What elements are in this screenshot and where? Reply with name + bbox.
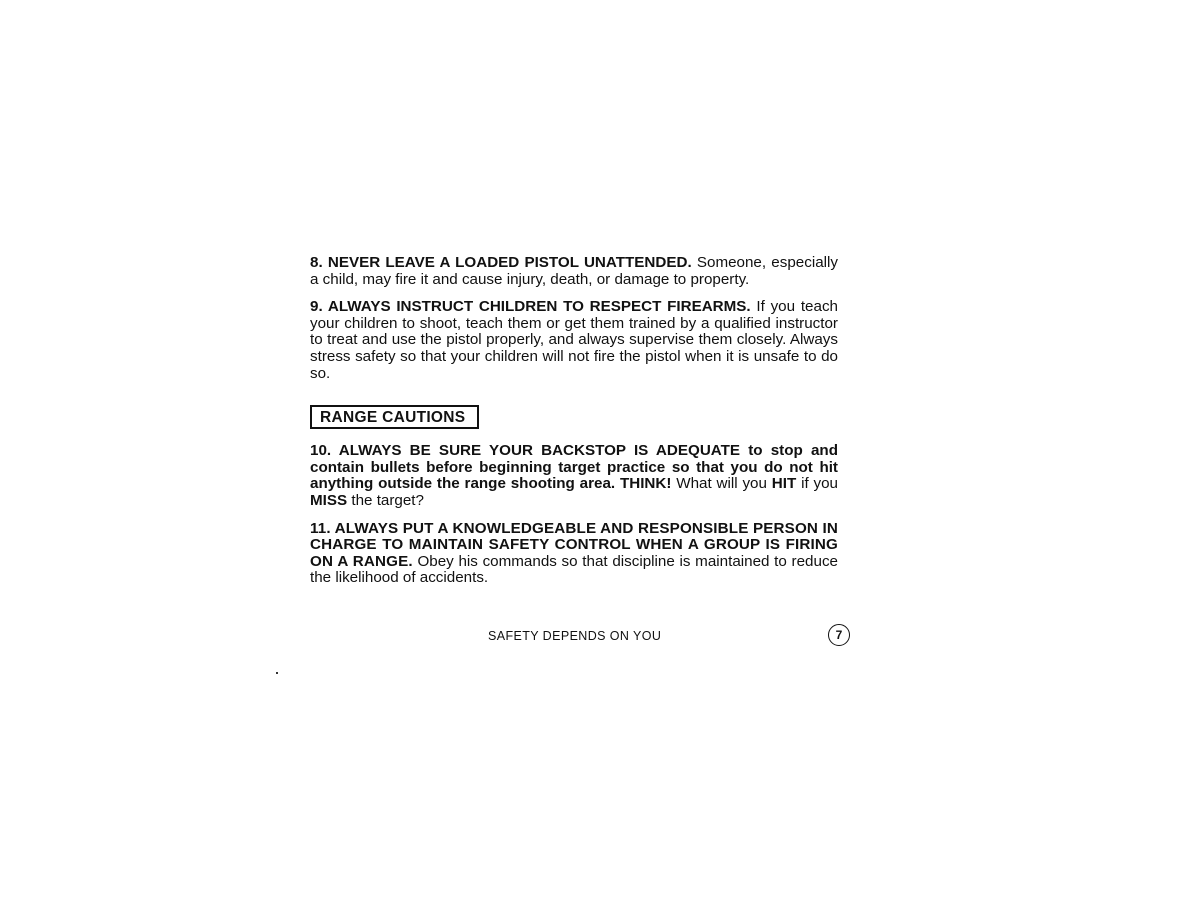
safety-rule-11	[310, 521, 838, 587]
rule-10-text: to stop and contain bullets before beginning target practice so that you do not hit anything outside the range shooting area.	[310, 442, 838, 493]
rule-9-text: If you teach your children to shoot, teach them or get them trained by a qualified instructor to treat and use the pistol properly, and always supervise them closely. Always stress safety so that your children will not fire the pistol when it is unsafe to do so.	[310, 298, 838, 382]
page-footer-text: SAFETY DEPENDS ON YOU	[488, 629, 662, 643]
rule-10-question-start: What will you	[671, 475, 772, 493]
rule-9-heading: 9. ALWAYS INSTRUCT CHILDREN TO RESPECT FIREARMS.	[310, 298, 751, 316]
rule-8-heading: 8. NEVER LEAVE A LOADED PISTOL UNATTENDED.	[310, 254, 692, 271]
safety-rule-8	[310, 255, 838, 288]
rule-10-hit: HIT	[771, 475, 797, 493]
rule-10-if-you: if you	[796, 475, 838, 493]
rule-10-miss: MISS	[310, 491, 348, 509]
safety-rule-10	[310, 443, 838, 509]
scan-speck	[276, 672, 278, 674]
rule-11-heading: 11. ALWAYS PUT A KNOWLEDGEABLE AND RESPONSIBLE PERSON IN CHARGE TO MAINTAIN SAFETY CONTROL WHEN A GROUP IS FIRING ON A RANGE.	[310, 519, 838, 570]
rule-11-text: Obey his commands so that discipline is maintained to reduce the likelihood of accidents.	[310, 552, 838, 587]
safety-rule-9	[310, 299, 838, 382]
manual-page-content	[310, 255, 838, 587]
rule-10-think: THINK!	[619, 475, 672, 493]
rule-10-heading: 10. ALWAYS BE SURE YOUR BACKSTOP IS ADEQUATE	[310, 442, 741, 460]
rule-10-question-end: the target?	[347, 491, 424, 509]
rule-8-text: Someone, especially a child, may fire it and cause injury, death, or damage to property.	[310, 254, 838, 288]
page-number-badge: 7	[828, 624, 850, 646]
range-cautions-heading: RANGE CAUTIONS	[310, 405, 479, 429]
